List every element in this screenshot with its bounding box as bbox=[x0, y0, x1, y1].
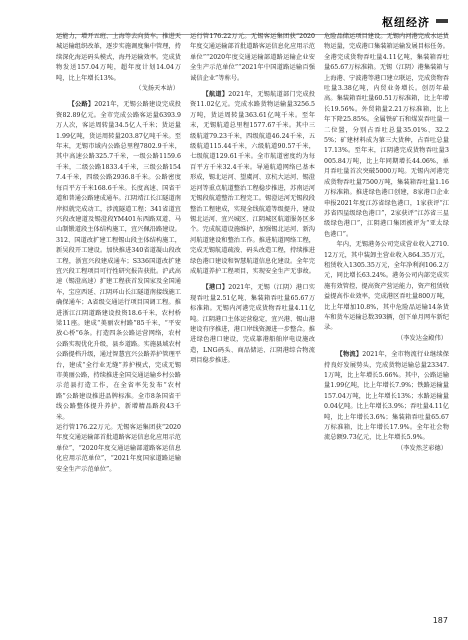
section-title: 枢纽经济 bbox=[382, 16, 430, 29]
page-number: 187 bbox=[432, 616, 448, 625]
section-heading: 【航道】 bbox=[202, 91, 229, 99]
section-heading: 【物流】 bbox=[336, 351, 363, 359]
paragraph-text: 2021年，无锡（江阴）港口实现吞吐量2.51亿吨、集装箱吞吐量65.67万标准箱。无锡内河港完成货物吞吐量4.11亿吨。江阴港口主体运营稳定，宜兴港、锡山港建设有序推进，港口岸线资源进一步整合。推进绿色港口建设，完成靠港船舶岸电设施改造，LNG码头、商品储运、江阴港综合物流项目稳步推进。 bbox=[190, 284, 315, 365]
section-heading: 【公路】 bbox=[68, 101, 95, 109]
section-paragraph bbox=[56, 100, 181, 423]
column-3 bbox=[324, 32, 449, 607]
continued-paragraph: 运行管176.22万元。无锡客运集团获“2020年度交通运输部首批道路客运信息化应用示范单位”，“2020年度交通运输部道路客运信息化应用示范单位”，“2021年度国家道路运输安全生产示范单位”。 bbox=[56, 424, 181, 473]
body-paragraph: 年内，无锡港务公司完成营业收入2710.12万元，其中装卸主营业收入864.35万元，租赁收入1305.35万元，全年净利润106.2万元，同比增长63.24%。港务公司内部完成实施有效管控，提高资产营运能力，资产租赁收益提高作业效率，完成港区吞吐量800万吨，比上年增加10.8%，其中危险品运输14条货车和货车运输总数393辆，创下单月网车新纪录。 bbox=[324, 241, 449, 332]
running-header bbox=[0, 8, 468, 34]
paragraph-text: 2021年，无锡公路建设完成投资82.89亿元。全市完成公路客运量6393.9万人次，客运周转量34.5亿人千米；货运量1.99亿吨，货运周转量203.87亿吨千米。至年末，无锡市域内公路总里程7802.9千米，其中高速公路325.7千米，一级公路1159.6千米，二级公路1833.4千米，三级公路1547.4千米，四级公路2936.8千米。公路密度每百平方千米168.6千米。长度高速、国省干道和普通公路建成通车。江阴靖江长江隧道南岸拟就完成动工，涉流隧道工程；341省道宜兴段改建道及锡澄段YM401东西路双道、马山制锻道段主体结构施工，宜兴佩沿路建设。312、国道改扩建工程锡山段主体结构施工，新吴段开工建设。加快推进340省道凝山段改工程，浙宜兴段建成通车；S336国道改扩建宜兴段工程项目可行性研究报告获批。沪武高速（锡澄高速）扩建工程获首发国家及全国通车，宝应西延、江阴环山长江隧道南接线施工确保通车；A省级交通运行项目国调工程。推进浙江江阴道路建设投资18.6千米，农村桥梁11座。建成“美丽农村路”85千米，“平安放心桥”6条。打造四条公路运营网络，农村公路实现优化升级，县乡道路。实施县域农村公路提档升级，通过智慧宜兴公路养护管理平台，建成“全行业无缝”养护模式，完成无锡市美丽公路，持续推进全国交通运输乡村公路示范县打造工作，在全省率先发布“农村路”公路建设推进品牌标准。全市8条国省干线公路整体提升养护，新增精品路段43千米。 bbox=[56, 101, 181, 421]
paragraph-text: 2021年，全市物流行业继续保持良好发展势头，完成货物运输总量23347.1万吨，比上年增长5.66%。其中，公路运输量1.99亿吨，比上年增长7.9%；铁路运输量157.04万吨，比上年增长13%；水路运输量0.04亿吨。比上年增长3.9%；吞吐量4.11亿吨，比上年增长3.6%；集装箱吞吐量65.67万标准箱，比上年增长17.9%。全年社会物流总额9.73亿元，比上年增长5.9%。 bbox=[324, 351, 449, 442]
author-credit: （李发然芝彩德） bbox=[397, 444, 447, 452]
section-paragraph bbox=[190, 283, 315, 366]
column-1 bbox=[56, 32, 181, 607]
section-paragraph bbox=[190, 90, 315, 277]
continued-paragraph: 运能力，增开五班、上海等去向货车。推进天城运输组织改革，逐步实施调度集中管理，持续深化海运码头模式，海丹运输效率。完成货物发送157.04万吨，超年度计划14.04万吨，比上年增长13%。 bbox=[56, 33, 181, 82]
section-heading: 【港口】 bbox=[202, 284, 229, 292]
header-marker bbox=[436, 19, 448, 23]
continued-paragraph: 危险品储运项目建设。无锡内河港完成水运货物运量，完成港口集装箱运输发展目标任务。全港完成货物吞吐量4.11亿吨，集装箱吞吐量65.67万标准箱。无锡（江阴）港集装箱与上海港、宁波港等港口建立联运，完成货物吞吐量3.38亿吨，内贸业务增长。创历年最高。集装箱吞吐量60.51万标准箱，比上年增长19.56%。外贸箱量2.21万标准箱，比上年下降25.85%。全属铁矿石和煤炭吞吐量一二位置，分别占吞吐总量35.01%、32.25%；矿建材料成为第三大货种，占吞吐总量17.13%。至年末，江阴港完成货物吞吐量3005.84万吨，比上年同期增长44.06%，单月吞吐量首次突破5000万吨。无锡内河港完成货物吞吐量7500万吨，集装箱吞吐量1.16万标准箱。推进绿色港口创建，8家港口企业申报2021年度江苏省绿色港口，1家获评“江苏省四星级绿色港口”，2家获评“江苏省三星级绿色港口”，江阴港口集团被评为“亚太绿色港口”。 bbox=[324, 33, 449, 238]
author-credit: （戈扬天本站） bbox=[135, 85, 179, 93]
author-credit: （李发达金殿伟） bbox=[397, 334, 447, 342]
column-2 bbox=[190, 32, 315, 607]
section-paragraph bbox=[324, 350, 449, 444]
paragraph-text: 2021年，无锡航道部门完成投资11.02亿元。完成水路货物运输量3256.5万吨，货运周转量363.61亿吨千米。至年末，无锡航道总里程1577.67千米。其中三级航道79.23千米，四级航道46.24千米，五级航道115.44千米，六级航道90.57千米，七级航道129.61千米。全市航道密度约为每百平方千米32.4千米。导通航道网络已基本形成，锡北运河、望虞河、京杭大运河、锡澄运河等重点航道整治工程稳步推进，苏南运河无锡段航道整治工程完工。锡澄运河无锡段段整治工程建成，实现全线航道等级提升，建设锡北运河、宜兴城区、江阴城区航道服务区多个。完成航道设施维护，加强锡北运河、新沟河航道建设和整治工作。推进航道网络工程，完成无锡航道疏浚、码头改造工程，持续推进绿色港口建设和智慧航道信息化建设。全年完成航道养护工程项目，实现安全生产无事故。 bbox=[190, 91, 315, 275]
continued-paragraph: 运行管176.22万元。无锡客运集团获“2020年度交通运输部首批道路客运信息化应用示范单位”“2020年度交通运输部道路运输企业安全生产示范单位”“2021年中国道路运输百强诚信企业”等称号。 bbox=[190, 33, 315, 82]
article-columns bbox=[56, 32, 449, 607]
